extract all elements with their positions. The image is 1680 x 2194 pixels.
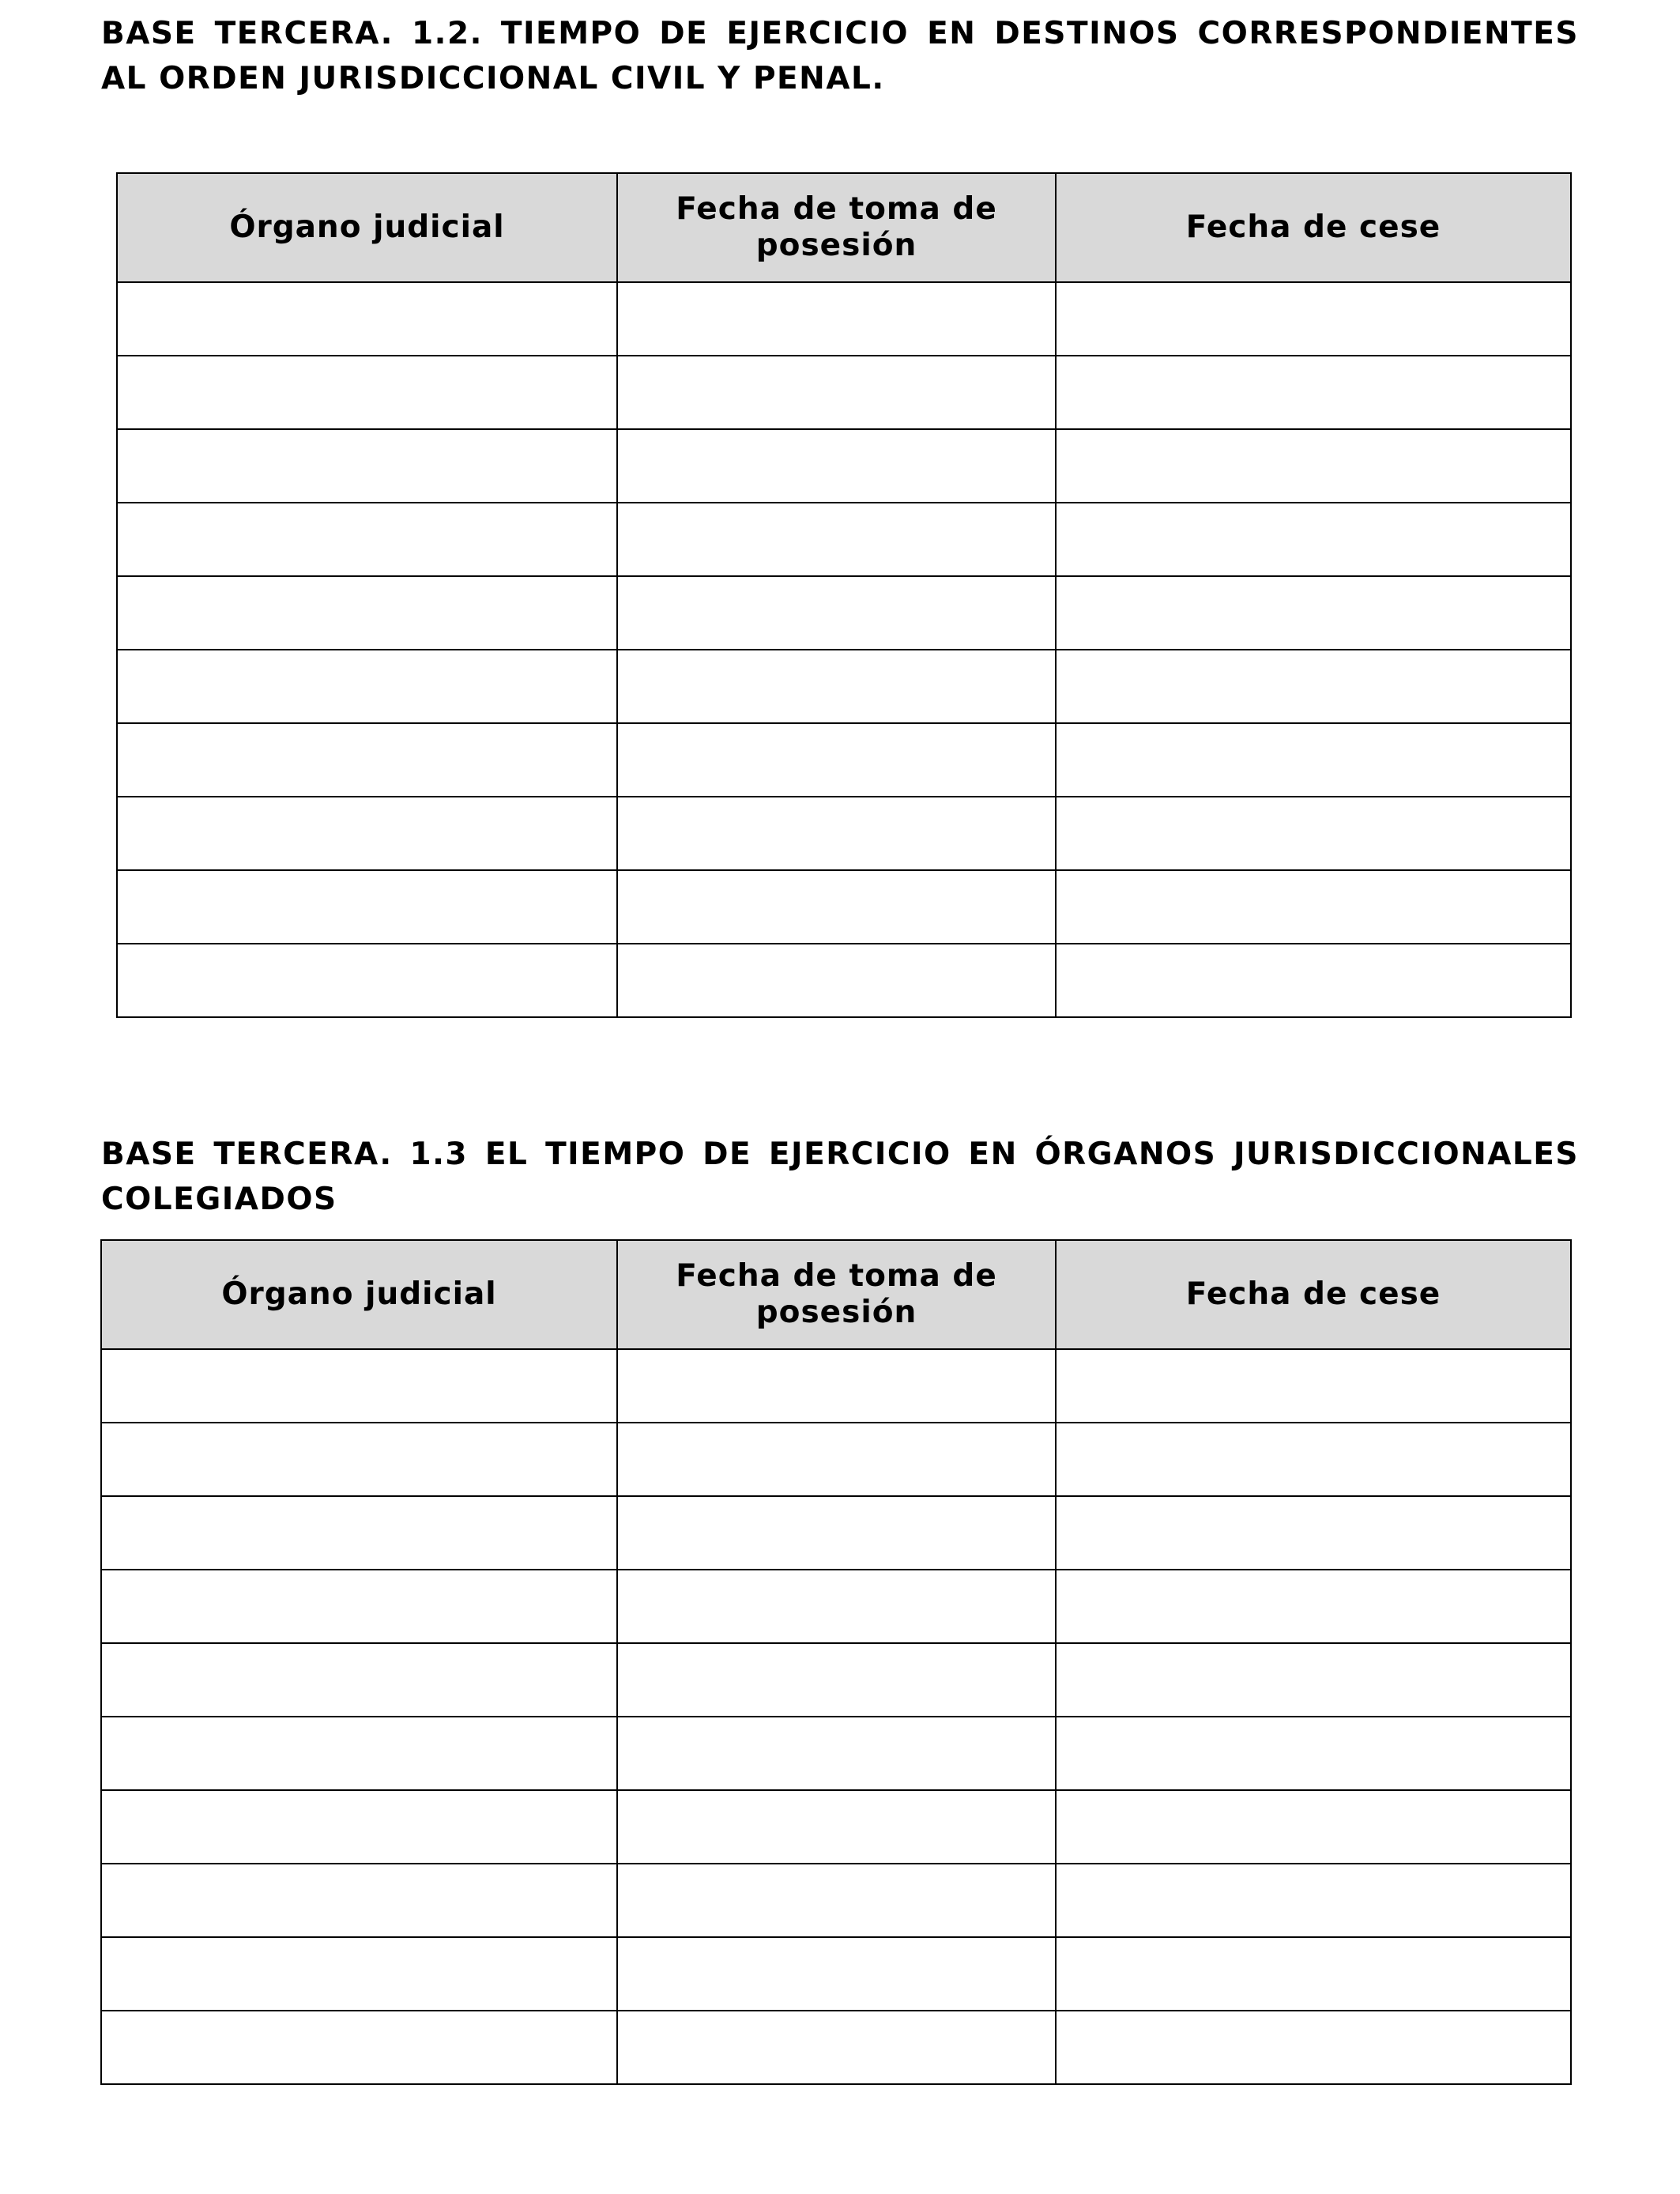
table-row — [117, 282, 1571, 356]
cell-fecha-toma-posesion[interactable] — [617, 1643, 1056, 1717]
section-title-base-tercera-1-3: BASE TERCERA. 1.3 EL TIEMPO DE EJERCICIO EN ÓRGANOS JURISDICCIONALES COLEGIADOS — [101, 1137, 1579, 1217]
cell-fecha-cese[interactable] — [1056, 1717, 1571, 1790]
table-row — [101, 1349, 1571, 1423]
cell-organo-judicial[interactable] — [117, 576, 617, 650]
cell-fecha-toma-posesion[interactable] — [617, 1496, 1056, 1570]
cell-fecha-toma-posesion[interactable] — [617, 282, 1056, 356]
table-base-tercera-1-2 — [116, 172, 1572, 1018]
table-row — [117, 650, 1571, 723]
cell-fecha-toma-posesion[interactable] — [617, 1349, 1056, 1423]
cell-organo-judicial[interactable] — [101, 1864, 617, 1937]
cell-fecha-toma-posesion[interactable] — [617, 723, 1056, 797]
table-row — [101, 1864, 1571, 1937]
cell-fecha-cese[interactable] — [1056, 723, 1571, 797]
cell-fecha-cese[interactable] — [1056, 1937, 1571, 2011]
table-row — [101, 2011, 1571, 2084]
cell-fecha-cese[interactable] — [1056, 1570, 1571, 1643]
table-row — [117, 723, 1571, 797]
table-row — [117, 503, 1571, 576]
cell-organo-judicial[interactable] — [101, 1790, 617, 1864]
cell-fecha-toma-posesion[interactable] — [617, 1717, 1056, 1790]
cell-organo-judicial[interactable] — [117, 870, 617, 944]
cell-organo-judicial[interactable] — [101, 1937, 617, 2011]
cell-organo-judicial[interactable] — [117, 356, 617, 429]
table-body — [101, 1349, 1571, 2084]
cell-organo-judicial[interactable] — [101, 1717, 617, 1790]
header-fecha-cese: Fecha de cese — [1056, 173, 1571, 282]
cell-fecha-toma-posesion[interactable] — [617, 429, 1056, 503]
cell-organo-judicial[interactable] — [101, 1570, 617, 1643]
cell-fecha-cese[interactable] — [1056, 576, 1571, 650]
header-fecha-cese: Fecha de cese — [1056, 1240, 1571, 1349]
cell-fecha-cese[interactable] — [1056, 650, 1571, 723]
cell-organo-judicial[interactable] — [117, 650, 617, 723]
header-organo-judicial: Órgano judicial — [101, 1240, 617, 1349]
cell-fecha-cese[interactable] — [1056, 1349, 1571, 1423]
cell-fecha-cese[interactable] — [1056, 1790, 1571, 1864]
table-row — [117, 870, 1571, 944]
table-row — [101, 1423, 1571, 1496]
cell-fecha-toma-posesion[interactable] — [617, 944, 1056, 1017]
cell-fecha-cese[interactable] — [1056, 1864, 1571, 1937]
cell-organo-judicial[interactable] — [117, 797, 617, 870]
cell-fecha-cese[interactable] — [1056, 870, 1571, 944]
cell-fecha-toma-posesion[interactable] — [617, 503, 1056, 576]
cell-organo-judicial[interactable] — [117, 944, 617, 1017]
cell-fecha-cese[interactable] — [1056, 797, 1571, 870]
table-row — [117, 944, 1571, 1017]
table-row — [117, 797, 1571, 870]
cell-fecha-toma-posesion[interactable] — [617, 1570, 1056, 1643]
cell-fecha-cese[interactable] — [1056, 1496, 1571, 1570]
cell-fecha-toma-posesion[interactable] — [617, 576, 1056, 650]
cell-organo-judicial[interactable] — [101, 2011, 617, 2084]
table-row — [101, 1937, 1571, 2011]
cell-fecha-cese[interactable] — [1056, 2011, 1571, 2084]
cell-fecha-toma-posesion[interactable] — [617, 1790, 1056, 1864]
cell-fecha-cese[interactable] — [1056, 1643, 1571, 1717]
cell-fecha-toma-posesion[interactable] — [617, 1423, 1056, 1496]
table-row — [101, 1496, 1571, 1570]
table-row — [117, 356, 1571, 429]
cell-fecha-cese[interactable] — [1056, 1423, 1571, 1496]
cell-fecha-toma-posesion[interactable] — [617, 356, 1056, 429]
header-fecha-toma-posesion: Fecha de toma de posesión — [617, 1240, 1056, 1349]
cell-organo-judicial[interactable] — [117, 723, 617, 797]
table-row — [117, 429, 1571, 503]
cell-fecha-toma-posesion[interactable] — [617, 1937, 1056, 2011]
cell-fecha-toma-posesion[interactable] — [617, 1864, 1056, 1937]
cell-fecha-cese[interactable] — [1056, 356, 1571, 429]
cell-fecha-toma-posesion[interactable] — [617, 797, 1056, 870]
cell-fecha-toma-posesion[interactable] — [617, 870, 1056, 944]
cell-organo-judicial[interactable] — [101, 1643, 617, 1717]
header-organo-judicial: Órgano judicial — [117, 173, 617, 282]
section-title-base-tercera-1-2: BASE TERCERA. 1.2. TIEMPO DE EJERCICIO EN DESTINOS CORRESPONDIENTES AL ORDEN JURISDICCIONAL CIVIL Y PENAL. — [101, 16, 1579, 96]
cell-organo-judicial[interactable] — [101, 1423, 617, 1496]
table-row — [101, 1643, 1571, 1717]
table-base-tercera-1-3 — [100, 1239, 1572, 2085]
cell-organo-judicial[interactable] — [101, 1496, 617, 1570]
table-body — [117, 282, 1571, 1017]
table-row — [101, 1790, 1571, 1864]
header-fecha-toma-posesion: Fecha de toma de posesión — [617, 173, 1056, 282]
cell-fecha-cese[interactable] — [1056, 503, 1571, 576]
cell-fecha-cese[interactable] — [1056, 944, 1571, 1017]
cell-fecha-cese[interactable] — [1056, 282, 1571, 356]
table-row — [101, 1717, 1571, 1790]
cell-fecha-toma-posesion[interactable] — [617, 2011, 1056, 2084]
table-row — [101, 1570, 1571, 1643]
table-row — [117, 576, 1571, 650]
cell-organo-judicial[interactable] — [117, 429, 617, 503]
cell-organo-judicial[interactable] — [117, 282, 617, 356]
cell-organo-judicial[interactable] — [117, 503, 617, 576]
table-header-row — [101, 1240, 1571, 1349]
table-header-row — [117, 173, 1571, 282]
cell-organo-judicial[interactable] — [101, 1349, 617, 1423]
cell-fecha-toma-posesion[interactable] — [617, 650, 1056, 723]
cell-fecha-cese[interactable] — [1056, 429, 1571, 503]
